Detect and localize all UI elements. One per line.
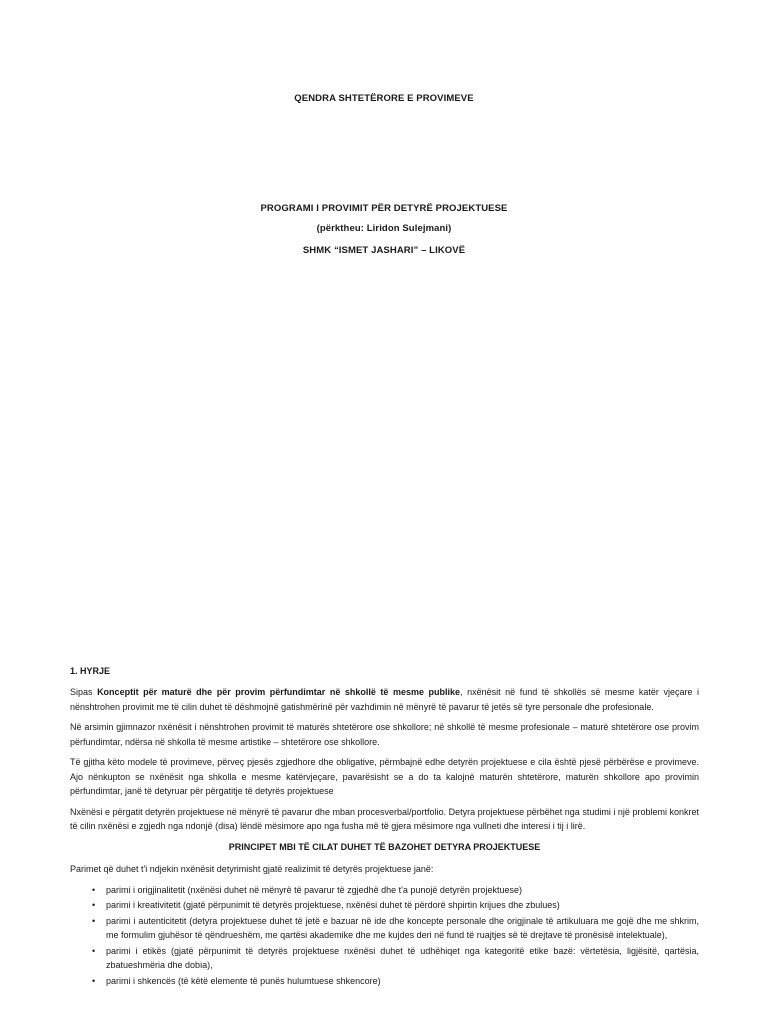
- list-item-text: parimi i autenticitetit (detyra projektuese duhet të jetë e bazuar në ide dhe koncepte personale dhe origjinale të artikuluara me gojë dhe me shkrim, me formulim gjuhësor të qëndrueshëm, me qartësi akademike dhe me kujdes deri në fund të ruajtjes së të drejtave të pronësisë intelektuale),: [106, 915, 699, 940]
- paragraph-3: Të gjitha këto modele të provimeve, përveç pjesës zgjedhore dhe obligative, përmbajnë edhe detyrën projektuese e cila është pjesë përbërëse e provimeve. Ajo nënkupton se nxënësit nga shkolla e mesme katërvjeçare, pavarësisht se a do ta kalojnë maturën shtetërore, maturën shkollore apo provimin përfundimtar, janë të detyruar për përgatitje të detyrës projektuese: [70, 757, 699, 796]
- paragraph-1-rest: , nxënësit në fund të shkollës së mesme katër vjeçare i nënshtrohen provimit me të cilin duhet të dëshmojnë gatishmërinë për vazhdimin në mënyrë të pavarur të jetës së tyre personale dhe profesionale.: [70, 687, 700, 712]
- bullet-icon: •: [92, 945, 96, 956]
- program-title: PROGRAMI I PROVIMIT PËR DETYRË PROJEKTUESE: [260, 203, 508, 214]
- bullet-icon: •: [92, 915, 96, 926]
- principles-intro: Parimet që duhet t'i ndjekin nxënësit detyrimisht gjatë realizimit të detyrës projektuese janë:: [70, 864, 434, 874]
- principles-list: [70, 883, 699, 989]
- paragraph-2: Në arsimin gjimnazor nxënësit i nënshtrohen provimit të maturës shtetërore ose shkollore; në shkollë të mesme profesionale – maturë shtetërore ose provim përfundimtar, ndërsa në shkolla të mesme artistike – shtetërore ose shkollore.: [70, 722, 699, 747]
- section-body: [70, 685, 699, 989]
- section-heading-hyrje: 1. HYRJE: [70, 666, 111, 676]
- principles-heading: PRINCIPET MBI TË CILAT DUHET TË BAZOHET DETYRA PROJEKTUESE: [228, 841, 541, 852]
- bullet-icon: •: [92, 884, 96, 895]
- list-item: [92, 898, 699, 913]
- institution-title: QENDRA SHTETËRORE E PROVIMEVE: [294, 93, 474, 104]
- paragraph-1: [70, 685, 699, 714]
- list-item-text: parimi i kreativitetit (gjatë përpunimit të detyrës projektuese, nxënësi duhet të përdorë shpirtin krijues dhe zbulues): [106, 900, 560, 910]
- list-item: [92, 883, 699, 898]
- bullet-icon: •: [92, 900, 96, 910]
- list-item-text: parimi i origjinalitetit (nxënësi duhet në mënyrë të pavarur të zgjedhë dhe t'a punojë detyrën projektuese): [106, 884, 522, 895]
- list-item: [92, 974, 699, 989]
- translator-credit: (përktheu: Liridon Sulejmani): [316, 223, 452, 234]
- paragraph-1-prefix: Sipas: [70, 687, 98, 697]
- school-name: SHMK “ISMET JASHARI” – LIKOVË: [302, 245, 466, 256]
- bullet-icon: •: [92, 975, 96, 986]
- concept-bold-text: Konceptit për maturë dhe për provim përfundimtar në shkollë të mesme publike: [97, 687, 461, 697]
- list-item-text: parimi i shkencës (të këtë elemente të punës hulumtuese shkencore): [106, 975, 381, 986]
- list-item: [92, 914, 699, 943]
- list-item: [92, 944, 699, 973]
- paragraph-4: Nxënësi e përgatit detyrën projektuese në mënyrë të pavarur dhe mban procesverbal/portfolio. Detyra projektuese përbëhet nga studimi i një problemi konkret të cilin nxënësi e zgjedh nga ndonjë (disa) lëndë mësimore apo nga fusha më të gjera mësimore nga vullneti dhe interesi i tij i lirë.: [70, 806, 699, 831]
- list-item-text: parimi i etikës (gjatë përpunimit të detyrës projektuese nxënësi duhet të udhëhiqet nga kategoritë etike bazë: vërtetësia, ligjësitë, qartësia, zbatueshmëria dhe dobia),: [106, 945, 699, 970]
